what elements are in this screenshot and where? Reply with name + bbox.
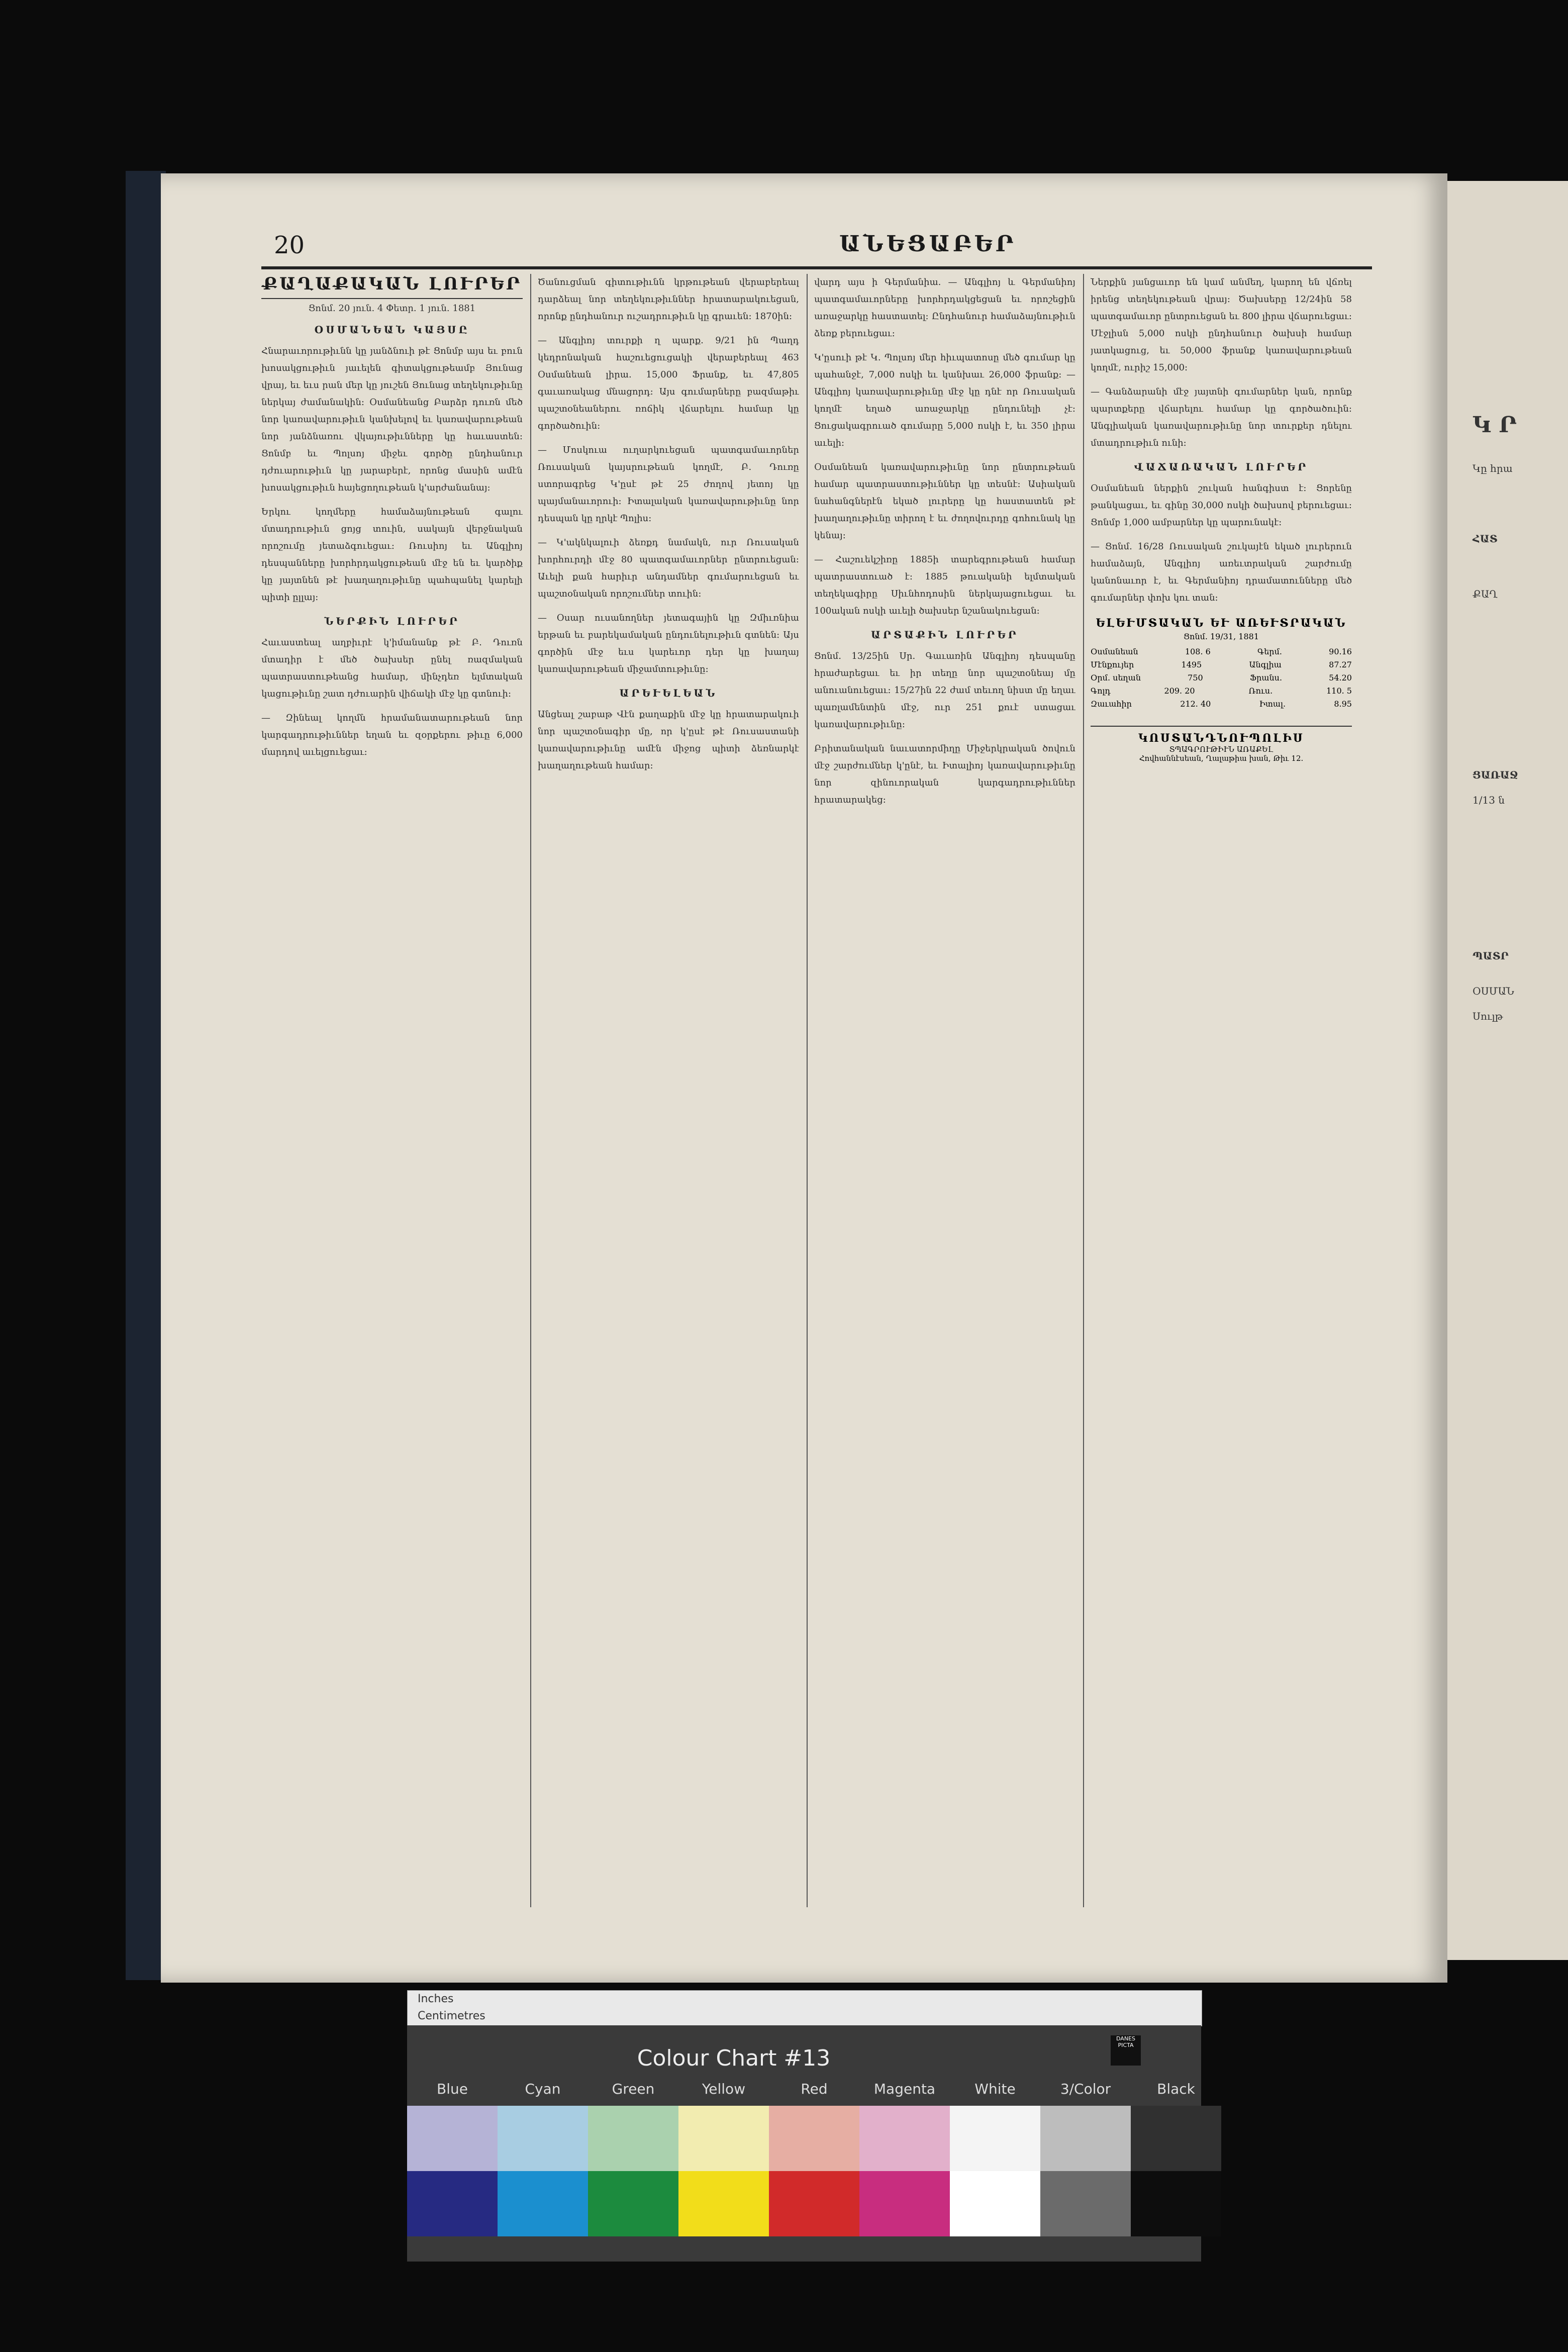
facing-page-text: ՊԱՏՐ: [1473, 950, 1509, 962]
article-text: Օսմանեան ներքին շուկան հանգիստ է։ Ցորենը թանկացաւ, եւ գինը 30,000 ոսկի ծախսով բերուեցաւ։ Ցոնմբ 1,000 ամբարներ կը պարունակէ։: [1091, 483, 1352, 528]
market-cell: 87.27: [1329, 660, 1352, 669]
swatch-light: [498, 2106, 588, 2171]
section-heading: ՆԵՐՔԻՆ ԼՈՒՐԵՐ: [324, 615, 460, 627]
facing-page-text: ՑԱՌԱՋ: [1473, 769, 1518, 781]
swatch-dark: [498, 2171, 588, 2236]
swatch-label: Cyan: [525, 2081, 561, 2097]
facing-page-text: ՔԱՂ: [1473, 588, 1498, 600]
market-cell: Օսմանեան: [1091, 647, 1138, 656]
market-cell: 110. 5: [1326, 686, 1352, 696]
swatch-light: [678, 2106, 769, 2171]
market-cell: 212. 40: [1180, 699, 1211, 709]
page-number: 20: [274, 231, 305, 259]
ruler-cm-label: Centimetres: [418, 2010, 485, 2022]
market-cell: Ռուս.: [1248, 686, 1273, 696]
market-table: [1091, 645, 1352, 711]
market-cell: 108. 6: [1185, 647, 1211, 656]
imprint-city: ԿՈՍՏԱՆԴՆՈՒՊՈԼԻՍ: [1138, 732, 1304, 745]
swatch-light: [950, 2106, 1040, 2171]
article-text: Հաւաստեալ աղբիւրէ կ'իմանանք թէ Բ. Դուռն մտադիր է մեծ ծախսեր ընել ռազմական պատրաստութեանց համար, մինչդեռ ելմտական կացութիւնը շատ դժուարին վիճակի մէջ կը գտնուի։: [261, 637, 523, 699]
article-text: — Կ'ակնկալուի ձեռքդ նամակն, ուր Ռուսական խորհուրդի մէջ 80 պատգամաւորներ ընտրուեցան։ Աւելի քան հարիւր անդամներ գումարուեցան եւ պաշտօնական որոշումներ տուին։: [538, 537, 799, 599]
book-spine: [126, 171, 166, 1980]
article-text: Կ'ըսուի թէ Կ. Պոլսոյ մեր հիւպատոսը մեծ գումար կը պահանջէ, 7,000 ոսկի եւ կանխաւ 26,000 ֆրանք։ — Անգլիոյ կառավարութիւնը մէջ կը դնէ որ Ռուսական կողմէ եղած առաջարկը ընդունելի չէ։ Ցուցակագրուած գումարը 5,000 ոսկի է, եւ 350 լիրա աւելի։: [814, 352, 1075, 448]
facing-page-text: ՕՍՄԱՆ: [1473, 985, 1514, 997]
article-text: — Մոսկուա ուղարկուեցան պատգամաւորներ Ռուսական կայսրութեան կողմէ, Բ. Դուռը ստորագրեց Կ'ըսէ թէ 25 ժողով յետոյ կը պայմանաւորուի։ Իտալական կառավարութիւնը նոր դեսպան կը ղրկէ Պոլիս։: [538, 445, 799, 524]
swatch-dark: [859, 2171, 950, 2236]
market-row: [1091, 698, 1352, 711]
ruler-inches-label: Inches: [418, 1993, 454, 2005]
column-rule: [1083, 274, 1084, 1907]
swatch-label: Black: [1157, 2081, 1195, 2097]
swatch-label: Green: [612, 2081, 655, 2097]
market-row: [1091, 658, 1352, 671]
swatch-light: [407, 2106, 498, 2171]
swatch-label: Red: [801, 2081, 828, 2097]
swatch-label: 3/Color: [1060, 2081, 1111, 2097]
article-text: — Գանձարանի մէջ յայտնի գումարներ կան, որոնք պարտքերը վճարելու համար կը գործածուին։ Անգլիական կառավարութիւնը նոր տուրքեր դնելու մտադրութիւն ունի։: [1091, 386, 1352, 448]
market-cell: 209. 20: [1164, 686, 1195, 696]
facing-page-text: ՀԱՏ: [1473, 533, 1498, 545]
section-heading: ԱՐԵՒԵԼԵԱՆ: [619, 687, 718, 699]
facing-page-fragment: [1447, 181, 1568, 1960]
article-text: Ծանուցման գիտութիւնն կրթութեան վերաբերեալ դարձեալ նոր տեղեկութիւններ հրատարակուեցան, որոնք ընդհանուր ուշադրութիւն կը գրաւեն։ 1870ին։: [538, 277, 799, 322]
market-cell: 750: [1188, 673, 1203, 682]
swatch-dark: [1131, 2171, 1221, 2236]
market-cell: Զաւահիր: [1091, 699, 1132, 709]
colour-chart-brand: DANES PICTA: [1111, 2035, 1141, 2066]
market-table-date: Ցոնմ. 19/31, 1881: [1183, 632, 1259, 641]
swatch-light: [769, 2106, 859, 2171]
facing-page-text: Սուլթ: [1473, 1010, 1503, 1022]
swatch-light: [859, 2106, 950, 2171]
market-cell: Օրմ. սեղան: [1091, 673, 1141, 682]
newspaper-page: [161, 173, 1447, 1983]
swatch-label: Yellow: [702, 2081, 746, 2097]
article-text: Երկու կողմերը համաձայնութեան գալու մտադրութիւն ցոյց տուին, սակայն վերջնական որոշումը յետաձգուեցաւ։ Ռուսիոյ եւ Անգլիոյ դեսպանները խորհրդակցութեան մէջ են եւ կարծիք կը յայտնեն թէ խաղաղութիւնը պահպանել կարելի պիտի ըլլայ։: [261, 507, 523, 603]
market-cell: 8.95: [1334, 699, 1352, 709]
facing-page-text: Կ Ր: [1473, 412, 1517, 438]
article-text: — Ցոնմ. 16/28 Ռուսական շուկայէն եկած լուրերուն համաձայն, Անգլիոյ առեւտրական շարժումը կանոնաւոր է, եւ Գերմանիոյ դրամատունները մեծ գումարներ փոխ կու տան։: [1091, 541, 1352, 603]
market-row: [1091, 671, 1352, 684]
section-heading: ԱՐՏԱՔԻՆ ԼՈՒՐԵՐ: [871, 629, 1019, 641]
swatch-dark: [407, 2171, 498, 2236]
swatch-dark: [950, 2171, 1040, 2236]
header-rule: [261, 266, 1372, 269]
swatch-label: Magenta: [873, 2081, 936, 2097]
swatch-light: [1040, 2106, 1131, 2171]
article-text: Ներքին յանցաւոր են կամ անմեղ, կարող են վճռել իրենց տեղեկութեան վրայ։ Ծախսերը 12/24ին 58 պատգամաւոր ընտրուեցան եւ 800 լիրա վճարուեցաւ։ Մէջլիսն 5,000 ոսկի ընդհանուր ծախսի համար յատկացուց, եւ 50,000 ֆրանք կառավարութեան կողմէ, ուրիշ 15,000։: [1091, 277, 1352, 373]
facing-page-text: 1/13 ն: [1473, 794, 1505, 806]
market-cell: 1495: [1181, 660, 1202, 669]
column-rule: [807, 274, 808, 1907]
article-text: Ցոնմ. 13/25ին Սր. Գաւառին Անգլիոյ դեսպանը հրաժարեցաւ եւ իր տեղը նոր պաշտօնեայ մը անուանուեցաւ։ 15/27ին 22 ժամ տեւող նիստ մը եղաւ պառլամենտին մէջ, ուր 251 քուէ ստացաւ կառավարութիւնը։: [814, 651, 1075, 730]
column-1: [261, 274, 523, 1907]
column-2: [538, 274, 799, 1907]
market-cell: Իտալ.: [1259, 699, 1286, 709]
market-cell: Գերմ.: [1257, 647, 1282, 656]
market-cell: 90.16: [1329, 647, 1352, 656]
column-rule: [530, 274, 531, 1907]
market-cell: Մէնքույեր: [1091, 660, 1134, 669]
market-cell: Ֆրանս.: [1249, 673, 1283, 682]
article-text: Օսմանեան կառավարութիւնը նոր ընտրութեան համար պատրաստութիւններ կը տեսնէ։ Ասիական նահանգներէն եկած լուրերը կը հաստատեն թէ խաղաղութիւնը տիրող է եւ ժողովուրդը գոհունակ կը կենայ։: [814, 462, 1075, 541]
swatch-label: Blue: [437, 2081, 468, 2097]
imprint-printer: ՏՊԱԳՐՈՒԹԻՒՆ ԱՌԱՔԵԼ: [1169, 745, 1273, 754]
column-4: [1091, 274, 1352, 1907]
article-text: — Զինեալ կողմն հրամանատարութեան նոր կարգադրութիւններ եղան եւ զօրքերու թիւը 6,000 մարդով աւելցուեցաւ։: [261, 713, 523, 757]
swatch-dark: [1040, 2171, 1131, 2236]
swatch-dark: [588, 2171, 678, 2236]
market-cell: Գոլդ: [1091, 686, 1111, 696]
swatch-dark: [769, 2171, 859, 2236]
swatch-light: [1131, 2106, 1221, 2171]
measurement-ruler: [407, 1990, 1202, 2026]
running-title: ԱՆԵՑԱԲԵՐ: [839, 231, 1017, 257]
imprint-address: Հովհաննէսեան, Ղալաթիա խան, Թիւ 12.: [1139, 754, 1304, 763]
article-text: վարդ այս ի Գերմանիա. — Անգլիոյ և Գերմանիոյ պատգամաւորները խորհրդակցեցան եւ որոշեցին առաջարկը հաստատել։ Ընդհանուր համաձայնութիւն ձեռք բերուեցաւ։: [814, 277, 1075, 339]
article-text: Բրիտանական նաւատորմիղը Միջերկրական ծովուն մէջ շարժումներ կ'ընէ, եւ Իտալիոյ կառավարութիւնը նոր զինուորական կարգադրութիւններ հրատարակեց։: [814, 743, 1075, 805]
article-text: — Հաշուեկշիռը 1885ի տարեգրութեան համար պատրաստուած է։ 1885 թուականի ելմտական տեղեկագիրը Սիւնհոդոսին ներկայացուեցաւ եւ 100ական ոսկի աւելի ծախսեր նշանակուեցան։: [814, 554, 1075, 616]
swatch-label: White: [974, 2081, 1016, 2097]
market-row: [1091, 645, 1352, 658]
swatch-light: [588, 2106, 678, 2171]
market-row: [1091, 684, 1352, 698]
article-text: Հնարաւորութիւնն կը յանձնուի թէ Ցոնմբ այս եւ բուն խոսակցութիւն յաւելեն գիտակցութեամբ Յունաց վրայ, եւ եւս րան մեր կը յուշեն Յունաց տեղեկութիւնը ներկայ ժամանակին։ Օսմանեանց Բարձր դուռն մեծ նոր կառավարութիւն կանխելով եւ կառավարութեան նոր յանձնառու վկայութիւնները կը հաւաստեն։ Ցոնմբ եւ Պոլսոյ միջեւ գործը ընդհանուր դժուարութիւն կը յարաբերէ, որոնց մասին ամէն խոսակցութիւն հայեցողութեան կ'արժանանայ։: [261, 346, 523, 493]
section-heading: ՕՍՄԱՆԵԱՆ ԿԱՅՍԸ: [314, 324, 470, 336]
article-text: — Անգլիոյ տուրքի ղ պարք. 9/21 ին Պաղդ կեդրոնական հաշուեցուցակի վերաբերեալ 463 Օսմանեան լիրա. 15,000 Ֆրանք, եւ 47,805 գաւառակաց մնացորդ։ Այս գումարները բազմաթիւ պաշտօնեաներու ռոճիկ վճարելու համար կը գործածուին։: [538, 335, 799, 431]
imprint: [1091, 726, 1352, 763]
dateline: Ցոնմ. 20 յուն. 4 Փետր. 1 յուն. 1881: [308, 303, 476, 314]
column-3: [814, 274, 1075, 1907]
colour-chart: [407, 2025, 1201, 2262]
section-masthead: ՔԱՂԱՔԱԿԱՆ ԼՈՒՐԵՐ: [261, 274, 523, 299]
facing-page-text: Կը հրա: [1473, 462, 1513, 474]
market-cell: 54.20: [1329, 673, 1352, 682]
colour-chart-title: Colour Chart #13: [637, 2045, 831, 2071]
market-table-title: ԵԼԵՒՄՏԱԿԱՆ ԵՒ ԱՌԵՒՏՐԱԿԱՆ: [1096, 617, 1347, 630]
article-text: Անցեալ շաբաթ Վէն քաղաքին մէջ կը հրատարակուի նոր պաշտօնագիր մը, որ կ'ըսէ թէ Ռուսաստանի կառավարութիւնը ամէն միջոց պիտի ձեռնարկէ խաղաղութեան համար։: [538, 709, 799, 771]
article-text: — Օսար ուսանողներ յետագային կը Զմիւռնիա երթան եւ բարեկամական ընդունելութիւն գտնեն։ Այս գործին մէջ եւս կարեւոր դեր կը խաղայ կառավարութեան միջամտութիւնը։: [538, 613, 799, 674]
section-heading: ՎԱՃԱՌԱԿԱՆ ԼՈՒՐԵՐ: [1134, 461, 1309, 473]
market-cell: Անգլիա: [1249, 660, 1282, 669]
swatch-dark: [678, 2171, 769, 2236]
